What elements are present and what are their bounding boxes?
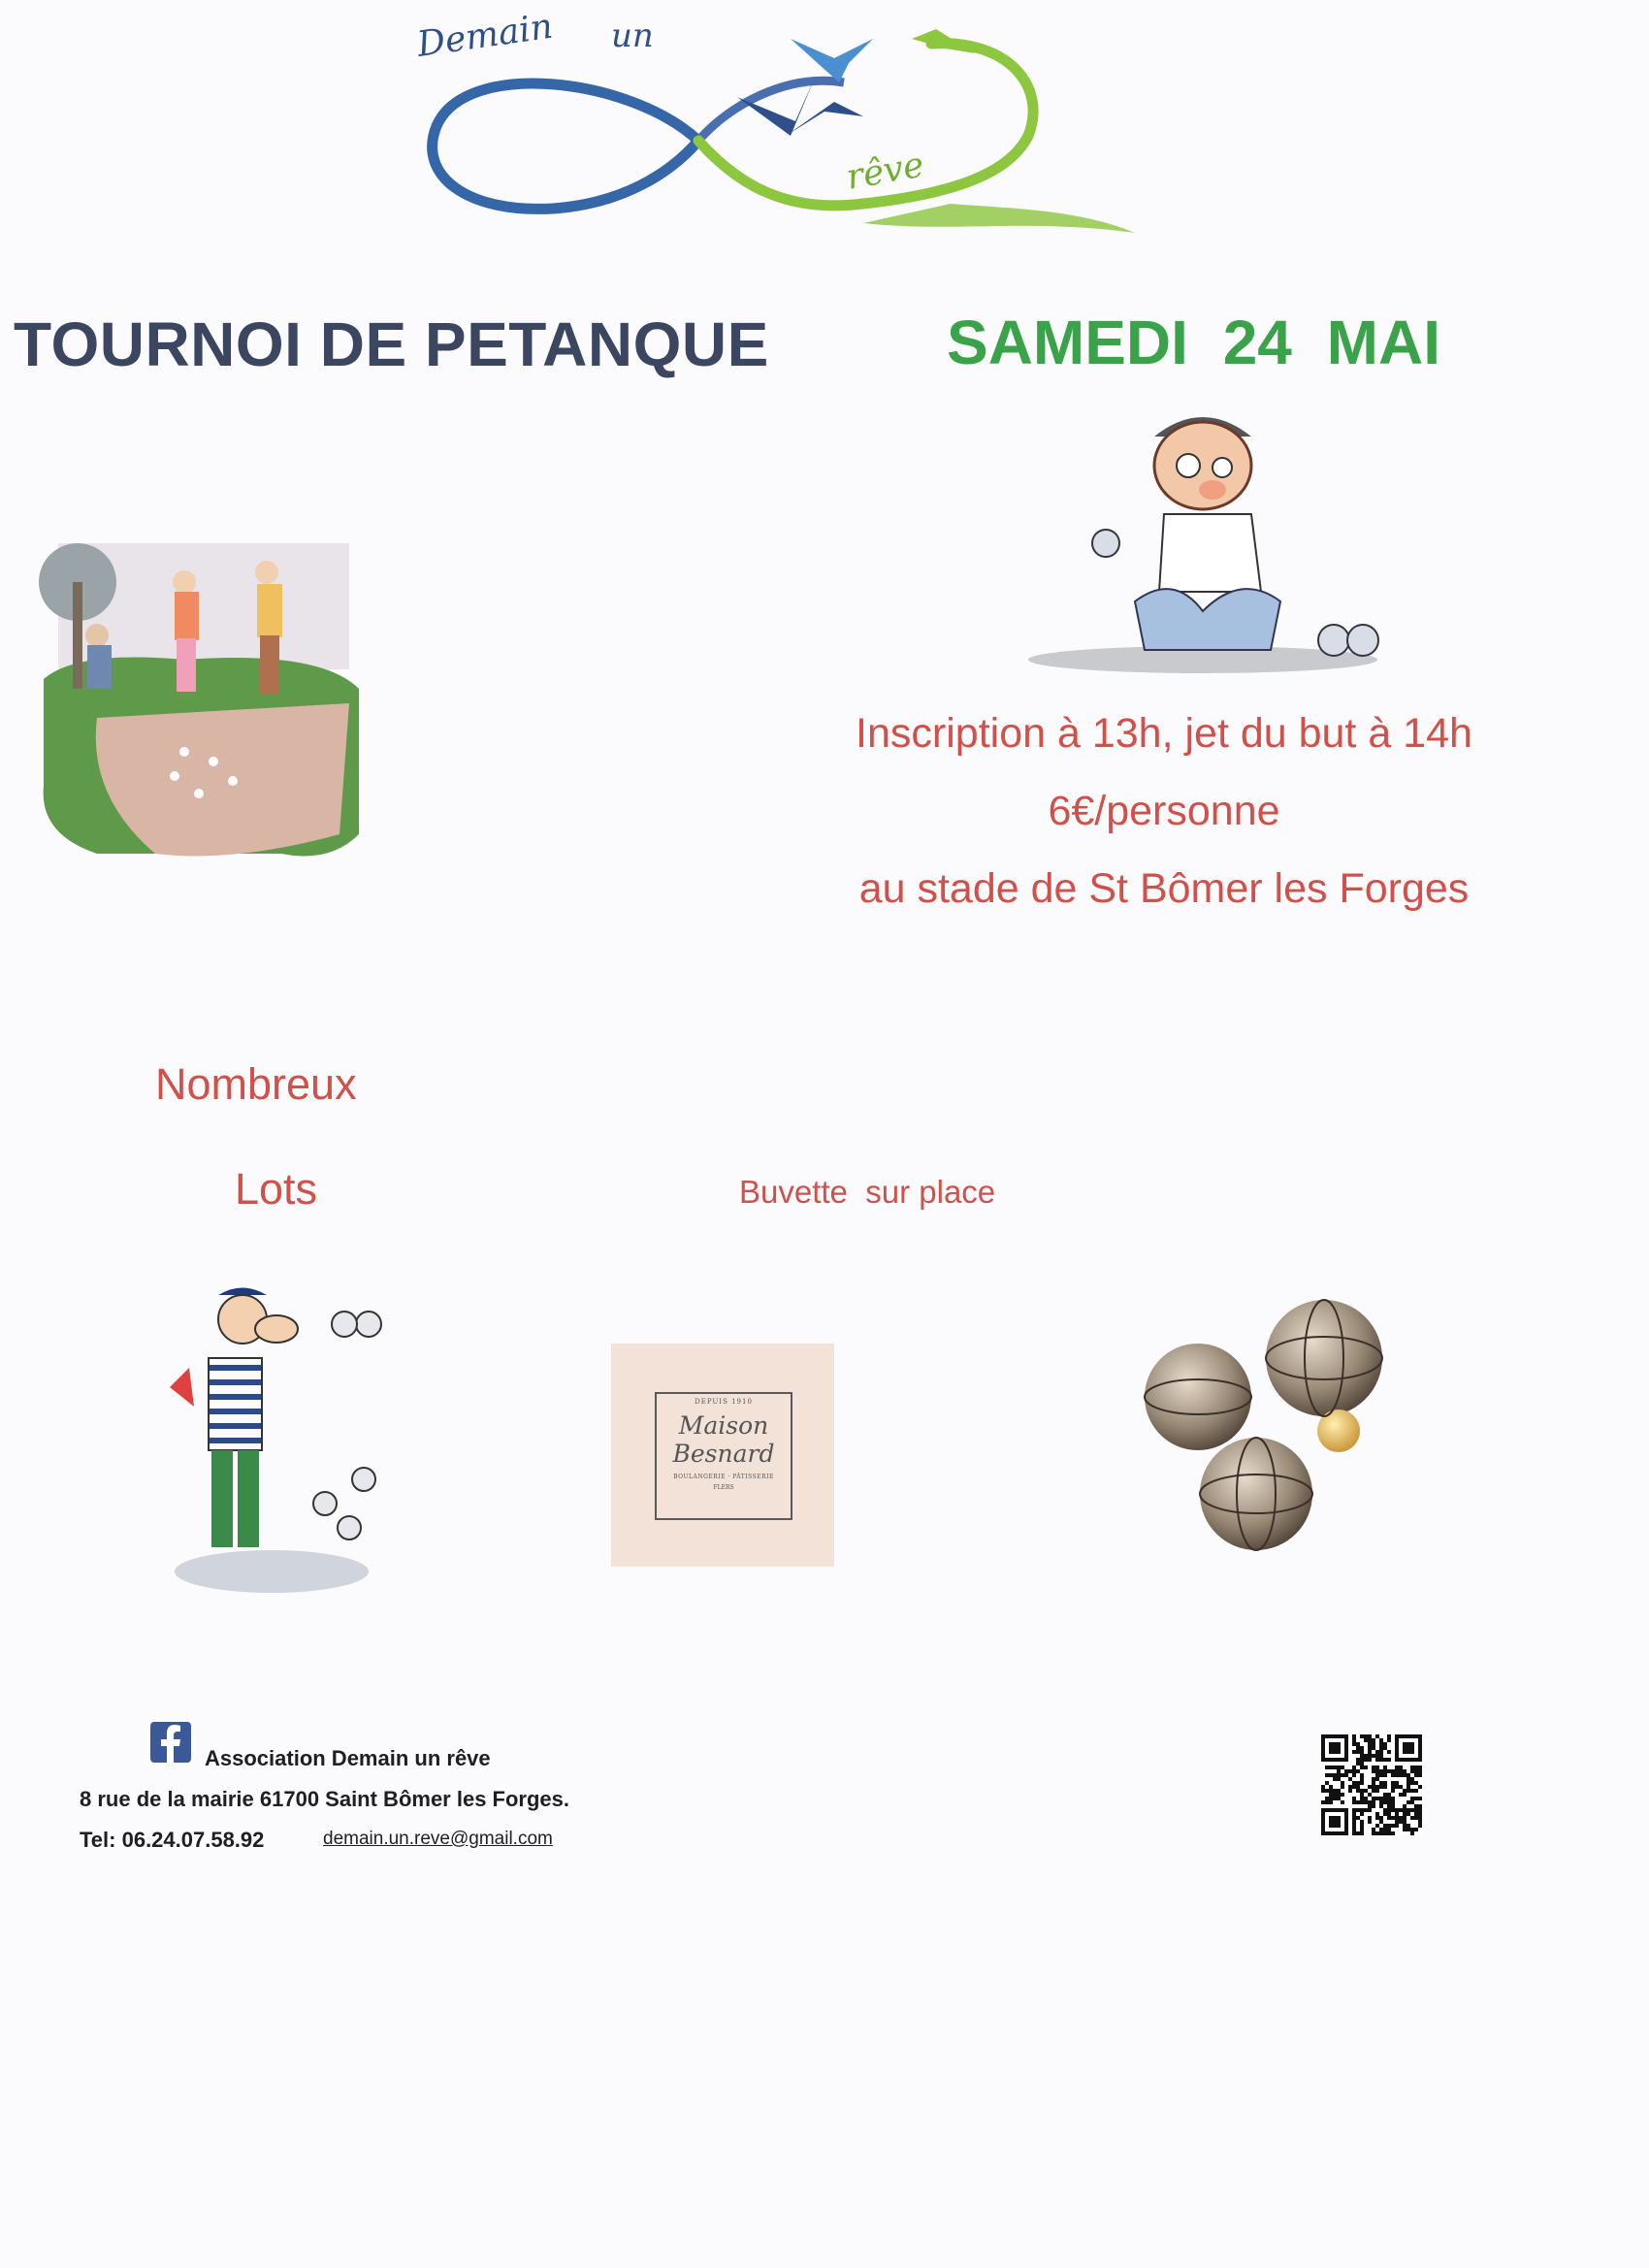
price-info: 6€/personne [1048,788,1280,834]
logo-text-un: un [611,16,654,55]
facebook-icon[interactable] [150,1722,191,1763]
email-link[interactable]: demain.un.reve@gmail.com [323,1829,553,1849]
prizes-line1: Nombreux [155,1059,357,1109]
logo [407,10,1145,243]
event-date: SAMEDI 24 MAI [947,308,1440,377]
sponsor-city: FLERS [713,1484,734,1491]
association-name: Association Demain un rêve [205,1746,491,1770]
registration-info: Inscription à 13h, jet du but à 14h [856,710,1472,757]
striped-player-illustration [155,1280,398,1601]
logo-text-demain: Demain [414,10,556,65]
sponsor-subtitle: BOULANGERIE · PÂTISSERIE [673,1474,774,1480]
qr-code-icon[interactable] [1321,1734,1422,1835]
crouching-player-illustration [1028,398,1387,679]
park-scene-illustration [39,543,359,863]
association-address: 8 rue de la mairie 61700 Saint Bômer les Forges. [80,1787,570,1811]
prizes-line2: Lots [235,1164,318,1214]
logo-text-reve: rêve [843,145,927,198]
event-title: TOURNOI DE PETANQUE [14,309,769,379]
sponsor-name2: Besnard [672,1440,775,1468]
sponsor-since: DEPUIS 1910 [695,1398,753,1406]
location-info: au stade de St Bômer les Forges [858,865,1470,912]
refreshments-note: Buvette sur place [739,1174,996,1210]
phone-number: Tel: 06.24.07.58.92 [80,1828,265,1852]
boules-illustration [1135,1290,1426,1581]
sponsor-logo [611,1344,834,1567]
sponsor-name1: Maison [678,1411,769,1440]
